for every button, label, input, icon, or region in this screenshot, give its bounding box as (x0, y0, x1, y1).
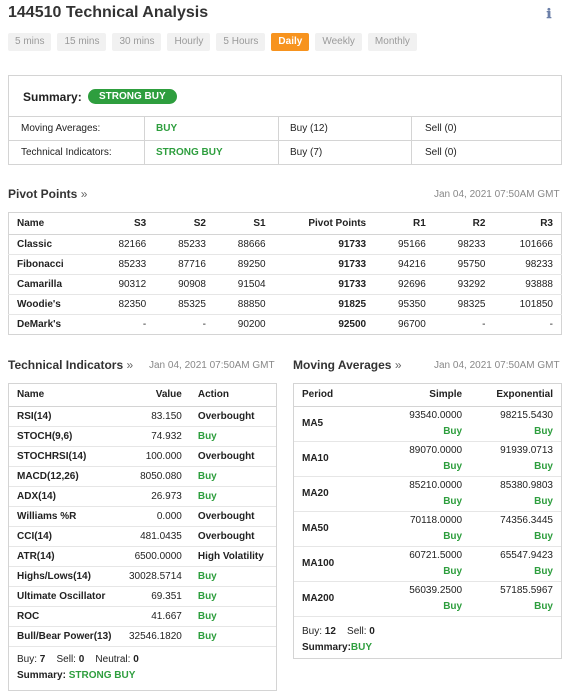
technical-indicators-table (9, 384, 276, 647)
ma-simple-value: 93540.0000 (409, 409, 463, 421)
column-header: S2 (154, 213, 214, 235)
ma-exponential (470, 511, 561, 546)
ma-exponential (470, 476, 561, 511)
moving-averages-panel (293, 383, 562, 659)
table-row (9, 486, 276, 506)
summary-row-moving-averages (9, 117, 561, 141)
tab-5-hours[interactable]: 5 Hours (216, 33, 265, 51)
column-header: S3 (95, 213, 155, 235)
pivot-method: Woodie's (9, 295, 95, 315)
ma-counts (302, 626, 375, 637)
pivot-points-table (8, 212, 562, 335)
pivot-s3: - (142, 319, 147, 330)
summary-badge: STRONG BUY (88, 89, 177, 104)
pivot-r3: 93888 (493, 275, 561, 295)
pivot-s3: 82166 (95, 235, 155, 255)
pivot-point: 91733 (274, 235, 375, 255)
indicator-name: MACD(12,26) (9, 466, 129, 486)
ma-summary (302, 642, 372, 653)
timeframe-tabs (8, 33, 417, 51)
indicator-value: 481.0435 (129, 526, 190, 546)
indicator-value: 6500.0000 (129, 546, 190, 566)
ma-simple-value: 70118.0000 (410, 514, 463, 526)
pivot-s2: 85233 (154, 235, 214, 255)
column-header: R3 (493, 213, 561, 235)
ma-exp-signal: Buy (534, 600, 553, 612)
moving-averages-table (294, 384, 561, 617)
summary-label: Summary: (23, 90, 82, 104)
pivot-s1: 88850 (214, 295, 274, 315)
table-header-row (294, 384, 561, 406)
column-header: Pivot Points (274, 213, 375, 235)
pivot-point: 92500 (338, 319, 367, 330)
column-header: Simple (384, 384, 470, 406)
moving-averages-title-text[interactable]: Moving Averages (293, 358, 392, 372)
summary-label: Summary: (302, 642, 351, 653)
ma-simple (384, 546, 470, 581)
indicator-name: RSI(14) (9, 406, 129, 426)
ma-exp-value: 91939.0713 (500, 444, 553, 456)
table-row (9, 255, 562, 275)
indicator-action: Buy (190, 466, 276, 486)
indicator-name: STOCH(9,6) (9, 426, 129, 446)
tab-15-mins[interactable]: 15 mins (57, 33, 106, 51)
table-row (9, 626, 276, 646)
pivot-r2: 98233 (434, 235, 494, 255)
buy-count-label: Buy: (302, 626, 323, 637)
indicator-action: Buy (190, 586, 276, 606)
table-row (294, 546, 561, 581)
sell-count-label: Sell: (347, 626, 367, 637)
summary-row-buy-count: Buy (12) (290, 123, 328, 134)
page-title: 144510 Technical Analysis (8, 4, 209, 21)
ma-exp-signal: Buy (534, 460, 553, 472)
pivot-method: DeMark's (17, 319, 62, 330)
indicator-value: 41.667 (129, 606, 190, 626)
table-row (294, 581, 561, 616)
column-header: S1 (214, 213, 274, 235)
pivot-r2: - (482, 319, 486, 330)
table-row (9, 315, 562, 335)
summary-value: STRONG BUY (68, 670, 136, 681)
summary-row-name: Technical Indicators: (21, 147, 112, 158)
pivot-r1: 94216 (374, 255, 434, 275)
indicator-action: High Volatility (190, 546, 276, 566)
sell-count: 0 (78, 654, 85, 665)
indicator-value: 30028.5714 (129, 566, 190, 586)
chevron-right-icon[interactable]: » (80, 187, 88, 201)
ma-simple (384, 441, 470, 476)
column-header: Name (9, 213, 95, 235)
indicator-name: Bull/Bear Power(13) (9, 626, 129, 646)
ma-exp-value: 98215.5430 (500, 409, 553, 421)
ma-period: MA20 (294, 476, 384, 511)
summary-row-name: Moving Averages: (21, 123, 101, 134)
ma-simple (384, 511, 470, 546)
tab-weekly[interactable]: Weekly (315, 33, 362, 51)
indicator-action: Buy (190, 426, 276, 446)
indicator-action: Buy (190, 606, 276, 626)
ma-simple-signal: Buy (443, 460, 463, 472)
table-row (9, 606, 276, 626)
ma-period: MA10 (294, 441, 384, 476)
pivot-point: 91733 (274, 275, 375, 295)
ma-exp-value: 65547.9423 (500, 549, 553, 561)
ma-exponential (470, 441, 561, 476)
divider (278, 117, 279, 165)
indicator-value: 8050.080 (129, 466, 190, 486)
tab-daily[interactable]: Daily (271, 33, 309, 51)
table-row (9, 526, 276, 546)
pivot-r3: 98233 (493, 255, 561, 275)
table-row (294, 406, 561, 441)
ma-exp-value: 74356.3445 (500, 514, 553, 526)
ma-simple-value: 56039.2500 (409, 584, 463, 596)
pivot-points-date: Jan 04, 2021 07:50AM GMT (434, 189, 560, 200)
pivot-r3: 101666 (493, 235, 561, 255)
pivot-s1: 90200 (237, 319, 266, 330)
table-row (9, 275, 562, 295)
summary-panel (8, 75, 562, 165)
indicator-action: Overbought (190, 526, 276, 546)
table-row (9, 446, 276, 466)
ma-simple (384, 406, 470, 441)
column-header: R2 (434, 213, 494, 235)
ma-period: MA5 (294, 406, 384, 441)
pivot-r1: 96700 (397, 319, 426, 330)
indicators-summary (17, 670, 135, 681)
moving-averages-date: Jan 04, 2021 07:50AM GMT (434, 360, 560, 371)
ma-exp-signal: Buy (534, 425, 553, 437)
ma-period: MA100 (294, 546, 384, 581)
pivot-points-title[interactable] (8, 187, 87, 201)
table-row (9, 406, 276, 426)
pivot-r1: 95350 (374, 295, 434, 315)
indicator-value: 74.932 (129, 426, 190, 446)
divider (144, 117, 145, 165)
pivot-s2: 85325 (154, 295, 214, 315)
pivot-s2: 90908 (154, 275, 214, 295)
buy-count: 7 (39, 654, 46, 665)
table-row (294, 476, 561, 511)
column-header: R1 (374, 213, 434, 235)
indicator-name: ADX(14) (9, 486, 129, 506)
technical-indicators-title[interactable] (8, 358, 133, 372)
indicators-counts (17, 654, 139, 665)
summary-row-signal: STRONG BUY (156, 147, 223, 158)
indicator-name: Williams %R (9, 506, 129, 526)
table-row (9, 566, 276, 586)
pivot-s3: 90312 (95, 275, 155, 295)
summary-row-technical-indicators (9, 141, 561, 165)
technical-indicators-title-text[interactable]: Technical Indicators (8, 358, 124, 372)
ma-exp-value: 57185.5967 (500, 584, 553, 596)
column-header: Period (294, 384, 384, 406)
ma-period: MA50 (294, 511, 384, 546)
ma-exp-signal: Buy (534, 530, 553, 542)
ma-simple-signal: Buy (443, 495, 463, 507)
table-header-row (9, 384, 276, 406)
moving-averages-title[interactable] (293, 358, 402, 372)
pivot-r2: 95750 (434, 255, 494, 275)
pivot-r2: 98325 (434, 295, 494, 315)
column-header: Value (129, 384, 190, 406)
pivot-method: Classic (9, 235, 95, 255)
neutral-count-label: Neutral: (95, 654, 131, 665)
ma-exponential (470, 581, 561, 616)
neutral-count: 0 (133, 654, 139, 665)
ma-simple (384, 581, 470, 616)
ma-simple (384, 476, 470, 511)
indicator-value: 83.150 (129, 406, 190, 426)
indicator-name: Highs/Lows(14) (9, 566, 129, 586)
chevron-right-icon[interactable]: » (394, 358, 402, 372)
column-header: Exponential (470, 384, 561, 406)
summary-header (9, 76, 561, 117)
indicator-name: ATR(14) (9, 546, 129, 566)
pivot-s2: - (202, 319, 206, 330)
pivot-point: 91825 (274, 295, 375, 315)
pivot-s1: 89250 (214, 255, 274, 275)
indicator-name: Ultimate Oscillator (9, 586, 129, 606)
tab-30-mins[interactable]: 30 mins (112, 33, 161, 51)
table-header-row (9, 213, 562, 235)
table-row (9, 546, 276, 566)
sell-count: 0 (369, 626, 375, 637)
summary-row-buy-count: Buy (7) (290, 147, 323, 158)
indicator-value: 100.000 (129, 446, 190, 466)
ma-simple-signal: Buy (443, 600, 463, 612)
table-row (9, 295, 562, 315)
indicator-value: 0.000 (129, 506, 190, 526)
pivot-r3: 101850 (493, 295, 561, 315)
pivot-r1: 95166 (374, 235, 434, 255)
buy-count: 12 (324, 626, 336, 637)
table-row (9, 506, 276, 526)
pivot-r3: - (549, 319, 553, 330)
tab-5-mins[interactable]: 5 mins (8, 33, 51, 51)
pivot-method: Camarilla (9, 275, 95, 295)
buy-count-label: Buy: (17, 654, 38, 665)
table-row (9, 466, 276, 486)
technical-indicators-date: Jan 04, 2021 07:50AM GMT (149, 360, 275, 371)
ma-simple-value: 89070.0000 (409, 444, 463, 456)
column-header: Action (190, 384, 276, 406)
indicator-value: 32546.1820 (129, 626, 190, 646)
technical-indicators-panel (8, 383, 277, 691)
pivot-method: Fibonacci (9, 255, 95, 275)
indicator-name: CCI(14) (9, 526, 129, 546)
indicator-action: Buy (190, 626, 276, 646)
summary-row-sell-count: Sell (0) (425, 123, 457, 134)
table-row (9, 426, 276, 446)
indicator-name: STOCHRSI(14) (9, 446, 129, 466)
ma-exp-signal: Buy (534, 495, 553, 507)
sell-count-label: Sell: (56, 654, 76, 665)
summary-row-sell-count: Sell (0) (425, 147, 457, 158)
pivot-point: 91733 (274, 255, 375, 275)
table-row (294, 441, 561, 476)
pivot-r2: 93292 (434, 275, 494, 295)
info-icon[interactable]: ℹ (546, 7, 552, 22)
pivot-s1: 88666 (214, 235, 274, 255)
indicator-value: 69.351 (129, 586, 190, 606)
ma-simple-signal: Buy (443, 530, 463, 542)
ma-exponential (470, 546, 561, 581)
ma-simple-signal: Buy (443, 565, 463, 577)
indicator-value: 26.973 (129, 486, 190, 506)
ma-exp-signal: Buy (534, 565, 553, 577)
summary-label: Summary: (17, 670, 66, 681)
ma-exp-value: 85380.9803 (500, 479, 553, 491)
ma-period: MA200 (294, 581, 384, 616)
ma-simple-signal: Buy (443, 425, 463, 437)
summary-row-signal: BUY (156, 123, 178, 134)
table-row (9, 235, 562, 255)
table-row (9, 586, 276, 606)
ma-simple-value: 85210.0000 (409, 479, 463, 491)
tab-hourly[interactable]: Hourly (167, 33, 210, 51)
pivot-points-title-text[interactable]: Pivot Points (8, 187, 78, 201)
tab-monthly[interactable]: Monthly (368, 33, 417, 51)
summary-value: BUY (350, 642, 373, 653)
table-row (294, 511, 561, 546)
indicator-action: Buy (190, 486, 276, 506)
pivot-s1: 91504 (214, 275, 274, 295)
ma-simple-value: 60721.5000 (409, 549, 463, 561)
column-header: Name (9, 384, 129, 406)
divider (411, 117, 412, 165)
chevron-right-icon[interactable]: » (126, 358, 134, 372)
indicator-name: ROC (9, 606, 129, 626)
indicator-action: Overbought (190, 506, 276, 526)
indicator-action: Overbought (190, 406, 276, 426)
pivot-s2: 87716 (154, 255, 214, 275)
indicator-action: Overbought (190, 446, 276, 466)
ma-exponential (470, 406, 561, 441)
indicator-action: Buy (190, 566, 276, 586)
pivot-r1: 92696 (374, 275, 434, 295)
pivot-s3: 85233 (95, 255, 155, 275)
pivot-s3: 82350 (95, 295, 155, 315)
